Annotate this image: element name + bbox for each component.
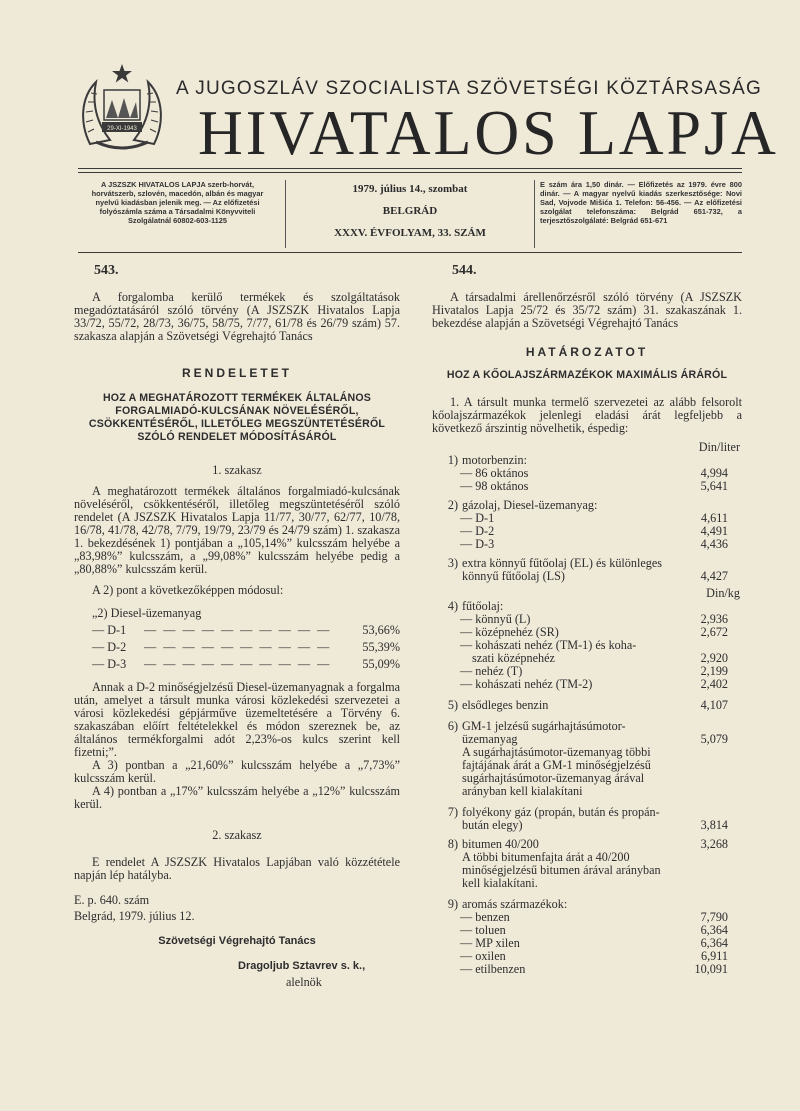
diesel-row: — D-1 — — — — — — — — — — 53,66% [92, 623, 400, 637]
decision-paragraph: 1. A társult munka termelő szervezetei az alább felsorolt kőolajszármazékok jelenlegi eladási árát legfeljebb a következő árszintig növelhetik, éspedig: [432, 395, 742, 435]
header-rule-top-thin [78, 172, 742, 173]
masthead-title: HIVATALOS LAPJA [198, 97, 779, 168]
header-issue-info [288, 180, 532, 242]
diesel-list [74, 624, 400, 671]
state-emblem [76, 62, 168, 154]
issue-date: 1979. július 14., szombat [352, 183, 468, 195]
price-item-7: 7) folyékony gáz (propán, bután és propán-bután elegy) 3,814 [447, 805, 728, 832]
price-item-8: 8) bitumen 40/200 3,268 A többi bitumenfajta árát a 40/200 minőségjelzésű bitumen árával arányban kell kialakítani. [432, 838, 742, 890]
issue-place: BELGRÁD [382, 205, 438, 217]
price-item-5: 5) elsődleges benzin 4,107 [447, 698, 728, 712]
unit-din-liter: Din/liter [698, 440, 740, 454]
unit-din-kg: Din/kg [706, 586, 740, 600]
diesel-list-title: „2) Diesel-üzemanyag [92, 606, 202, 620]
svg-text:29-XI-1943: 29-XI-1943 [107, 126, 137, 132]
section-1-paragraph: Annak a D-2 minőségjelzésű Diesel-üzemanyagnak a forgalma után, amelyet a társult munka városi közlekedési szervezetei a városi közlekedési gépjárműve üzemeltetésére a Törvény 6. szakaszában előírt feltételekkel és módon szereznek be, az általános termékforgalmi adót 2,23%-os kulcs szerint kell fizetni;”. [74, 680, 400, 759]
section-1-paragraph: A 4) pontban a „17%” kulcsszám helyébe a „12%” kulcsszám kerül. [74, 784, 400, 811]
article-543 [74, 262, 400, 989]
place-date: Belgrád, 1979. július 12. [74, 909, 195, 923]
decision-subject: HOZ A KŐOLAJSZÁRMAZÉKOK MAXIMÁLIS ÁRÁRÓL [446, 369, 728, 381]
section-1-paragraph: A 3) pontban a „21,60%” kulcsszám helyébe a „7,73%” kulcsszám kerül. [74, 758, 400, 785]
article-544 [432, 262, 742, 976]
section-2-title: 2. szakasz [212, 828, 262, 842]
section-1-paragraph: A meghatározott termékek általános forgalmiadó-kulcsának növeléséről, csökkentéséről, illetőleg megszüntetéséről szóló rendelet (A JSZSZK Hivatalos Lapja 11/77, 30/77, 62/77, 10/78, 16/78, 41/78, 42/78, 7/79, 19/79, 23/79 és 24/79 szám) 1. szakasza 1. bekezdésének 1) pontjában a „105,14%” kulcsszám helyébe a „83,98%” kulcsszám, a „99,08%” kulcsszám helyébe pedig a „80,88%” kulcsszám kerül. [74, 484, 400, 576]
signer-name: Dragoljub Sztavrev s. k., [238, 960, 366, 972]
section-1-paragraph: A 2) pont a következőképpen módosul: [92, 583, 284, 597]
decision-heading: HATÁROZATOT [525, 345, 649, 359]
diesel-row: — D-3 — — — — — — — — — — 55,09% [92, 657, 400, 671]
header-divider-left [285, 180, 286, 248]
header-price-info: E szám ára 1,50 dinár. — Előfizetés az 1979. évre 800 dinár. — A magyar nyelvű kiadás szerkesztősége: Novi Sad, Vojvode Mišića 1. Telefon: 56-456. — Az előfizetési szolgálat telefonszáma: Belgrád 651-732, a terjesztőszolgálaté: Belgrád 651-671 [540, 180, 742, 225]
article-number: 544. [452, 263, 477, 278]
decree-subject: HOZ A MEGHATÁROZOTT TERMÉKEK ÁLTALÁNOS FORGALMIADÓ-KULCSÁNAK NÖVELÉSÉRŐL, CSÖKKENTÉSÉRŐL, ILLETŐLEG MEGSZÜNTETÉSÉRŐL SZÓLÓ RENDELET MÓDOSÍTÁSÁRÓL [88, 392, 386, 443]
header-divider-right [534, 180, 535, 248]
price-item-1: 1) motorbenzin: — 86 oktános 4,994 — 98 oktános 5,641 [447, 453, 728, 493]
price-item-2: 2) gázolaj, Diesel-üzemanyag: — D-1 4,611 — D-2 4,491 — D-3 4,436 [447, 498, 728, 551]
header-subscription-info: A JSZSZK HIVATALOS LAPJA szerb-horvát, horvátszerb, szlovén, macedón, albán és magyar nyelvű kiadásban jelenik meg. — Az előfizetési folyószámla száma a Társadalmi Könyvviteli Szolgálatnál 60802-603-1125 [91, 180, 264, 225]
reference-number: E. p. 640. szám [74, 893, 150, 907]
diesel-row: — D-2 — — — — — — — — — — 55,39% [92, 640, 400, 654]
signer-title: alelnök [286, 975, 322, 989]
price-item-6-note: A sugárhajtásúmotor-üzemanyag többi fajtájának árát a GM-1 minőségjelzésű sugárhajtásúmotor-üzemanyag árával arányban kell kialakítani [462, 745, 651, 798]
price-item-6: 6) GM-1 jelzésű sugárhajtásúmotor-üzemanyag 5,079 A sugárhajtásúmotor-üzemanyag többi fajtájának árát a GM-1 minőségjelzésű sugárhajtásúmotor-üzemanyag árával arányban kell kialakítani [432, 720, 742, 798]
price-item-3: 3) extra könnyű fűtőolaj (EL) és különleges könnyű fűtőolaj (LS) 4,427 [447, 556, 728, 583]
article-intro: A társadalmi árellenőrzésről szóló törvény (A JSZSZK Hivatalos Lapja 25/72 és 35/72 szám) 31. szakaszának 1. bekezdése alapján a Szövetségi Végrehajtó Tanács [432, 290, 742, 330]
masthead-pretitle: A JUGOSZLÁV SZOCIALISTA SZÖVETSÉGI KÖZTÁRSASÁG [176, 78, 762, 99]
price-item-4: 4) fűtőolaj: — könnyű (L) 2,936 — középnehéz (SR) 2,672 — kohászati nehéz (TM-1) és koha- szati középnehéz 2,920 — nehéz (T) 2,199 — kohászati nehéz (TM-2) 2,402 [447, 599, 728, 691]
section-2-paragraph: E rendelet A JSZSZK Hivatalos Lapjában való közzététele napján lép hatályba. [74, 855, 400, 882]
council-name: Szövetségi Végrehajtó Tanács [158, 935, 316, 947]
header-rule-top [78, 168, 742, 169]
article-number: 543. [94, 263, 119, 278]
header-rule-bottom [78, 252, 742, 253]
price-item-9: 9) aromás származékok: — benzen 7,790 — toluen 6,364 — MP xilen 6,364 — oxilen 6,911 — etilbenzen 10,091 [447, 897, 728, 976]
article-intro: A forgalomba kerülő termékek és szolgáltatások megadóztatásáról szóló törvény (A JSZSZK Hivatalos Lapja 33/72, 55/72, 28/73, 36/75, 58/75, 7/77, 61/78 és 26/79 szám) 57. szakasza alapján a Szövetségi Végrehajtó Tanács [74, 290, 400, 343]
price-item-8-note: A többi bitumenfajta árát a 40/200 minőségjelzésű bitumen árával arányban kell kialakítani. [462, 850, 661, 890]
section-1-title: 1. szakasz [212, 463, 262, 477]
decree-heading: RENDELETET [181, 366, 292, 380]
issue-volume: XXXV. ÉVFOLYAM, 33. SZÁM [334, 227, 486, 239]
